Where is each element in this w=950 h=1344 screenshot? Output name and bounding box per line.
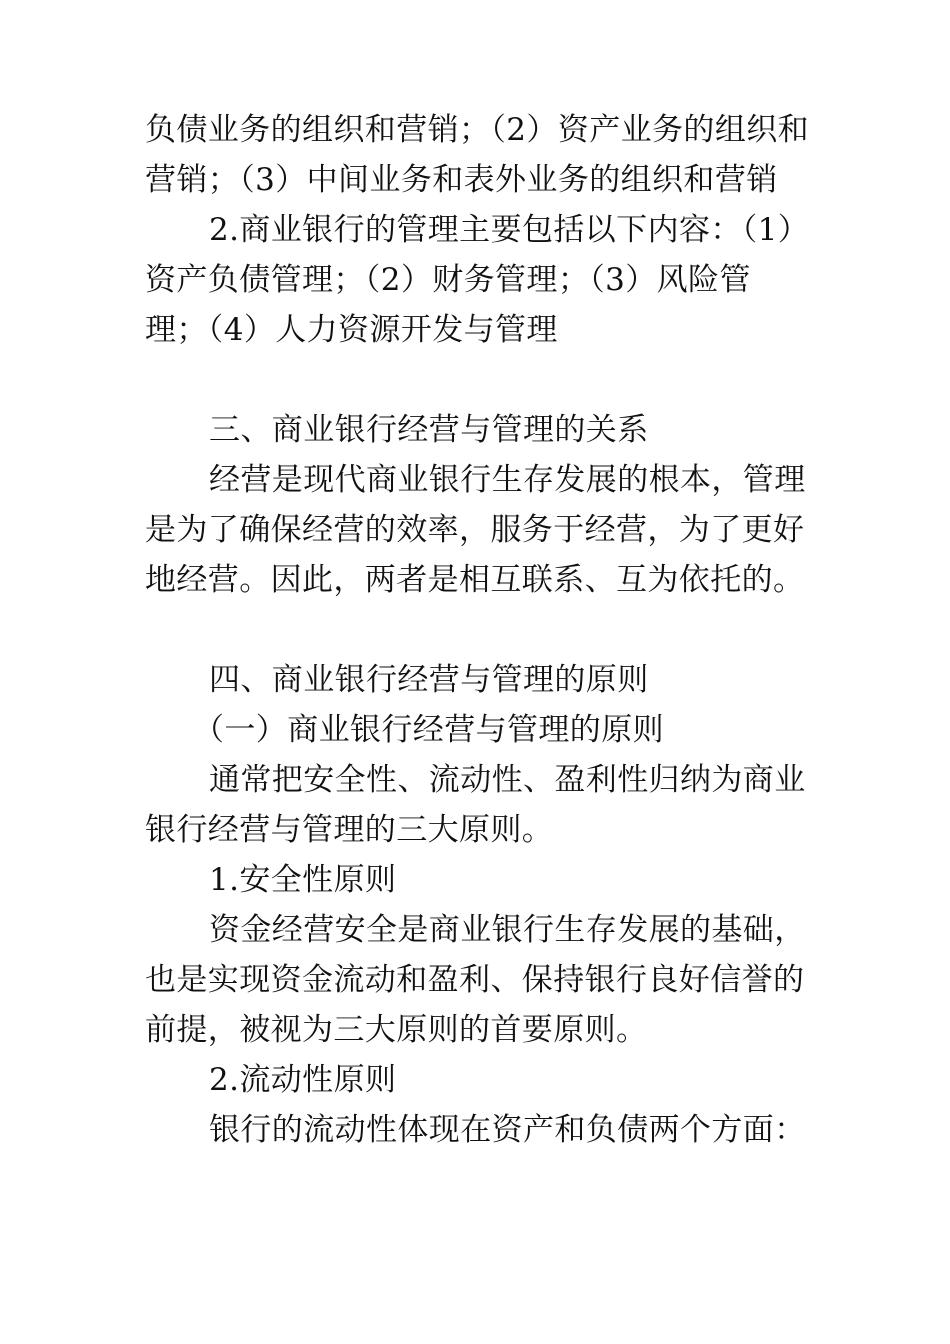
section-heading-principles: 四、商业银行经营与管理的原则: [209, 662, 649, 698]
subsection-heading-principles: （一）商业银行经营与管理的原则: [193, 712, 664, 748]
blank-line: [145, 355, 810, 405]
paragraph-safety-principle: 资金经营安全是商业银行生存发展的基础，也是实现资金流动和盈利、保持银行良好信誉的前提，被视为三大原则的首要原则。: [145, 912, 806, 1048]
paragraph-management-content: 2.商业银行的管理主要包括以下内容：（1）资产负债管理；（2）财务管理；（3）风险管理；（4）人力资源开发与管理: [145, 212, 810, 348]
paragraph-business-organization: 负债业务的组织和营销；（2）资产业务的组织和营销；（3）中间业务和表外业务的组织和营销: [145, 112, 810, 198]
section-heading-relationship: 三、商业银行经营与管理的关系: [209, 412, 649, 448]
blank-line: [145, 605, 810, 655]
heading-liquidity-principle: 2.流动性原则: [209, 1062, 397, 1098]
document-body: [145, 105, 810, 1155]
paragraph-three-principles: 通常把安全性、流动性、盈利性归纳为商业银行经营与管理的三大原则。: [145, 762, 806, 848]
heading-safety-principle: 1.安全性原则: [209, 862, 397, 898]
paragraph-liquidity-principle: 银行的流动性体现在资产和负债两个方面：: [209, 1112, 806, 1148]
paragraph-relationship-body: 经营是现代商业银行生存发展的根本，管理是为了确保经营的效率，服务于经营，为了更好地经营。因此，两者是相互联系、互为依托的。: [145, 462, 806, 598]
